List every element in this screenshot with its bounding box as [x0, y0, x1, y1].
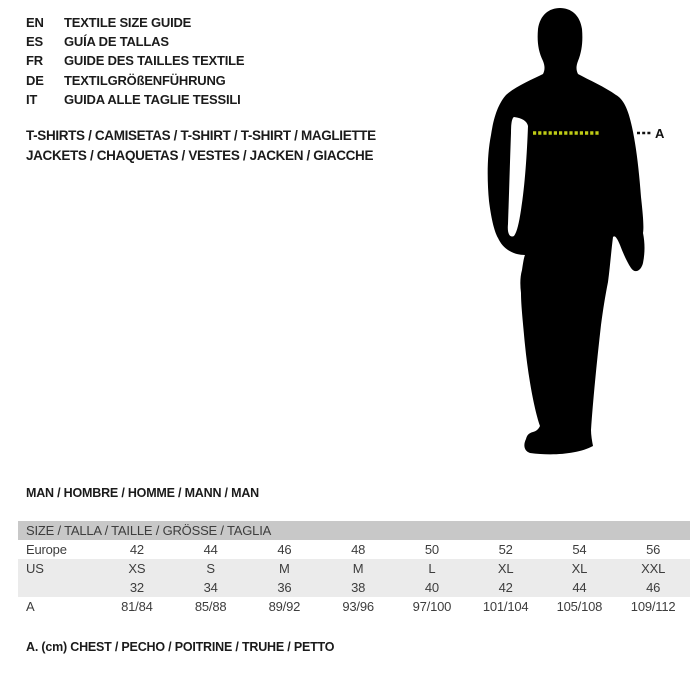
language-row	[26, 32, 244, 51]
size-cell: 52	[498, 542, 513, 557]
product-type-list	[26, 126, 376, 166]
measurement-footnote: A. (cm) CHEST / PECHO / POITRINE / TRUHE / PETTO	[26, 640, 335, 654]
size-cell: 46	[646, 580, 661, 595]
row-label: A	[26, 599, 35, 614]
language-code: ES	[26, 34, 43, 50]
size-table-row	[18, 578, 690, 597]
size-cell: L	[428, 561, 436, 576]
size-cell: 32	[129, 580, 144, 595]
section-title-man: MAN / HOMBRE / HOMME / MANN / MAN	[26, 486, 259, 500]
size-cell: 44	[572, 580, 587, 595]
language-code: EN	[26, 15, 44, 30]
size-cell: 56	[646, 542, 661, 557]
size-cell: XL	[497, 561, 514, 576]
size-cell: 85/88	[194, 599, 227, 614]
size-table-row	[18, 559, 690, 578]
size-cell: S	[206, 561, 215, 576]
language-label: TEXTILGRÖßENFÜHRUNG	[64, 72, 226, 88]
row-label: US	[26, 561, 44, 576]
language-label: GUÍA DE TALLAS	[64, 34, 169, 50]
size-cell: 105/108	[556, 599, 603, 614]
size-cell: 38	[351, 580, 366, 595]
language-row	[26, 51, 244, 70]
size-cell: 81/84	[121, 599, 153, 614]
measure-marker-label: A	[655, 126, 665, 141]
language-row	[26, 13, 244, 32]
size-cell: M	[352, 561, 364, 576]
size-cell: 42	[129, 542, 144, 557]
size-cell: XS	[128, 561, 146, 576]
size-table-row	[18, 540, 690, 559]
size-cell: 93/96	[342, 599, 374, 614]
size-cell: 46	[277, 542, 292, 557]
language-row	[26, 71, 244, 90]
size-cell: 42	[498, 580, 513, 595]
size-cell: XL	[571, 561, 588, 576]
product-type-line: T-SHIRTS / CAMISETAS / T-SHIRT / T-SHIRT / MAGLIETTE	[26, 128, 376, 143]
man-figure-svg	[483, 5, 678, 460]
size-cell: 101/104	[482, 599, 529, 614]
size-cell: 40	[424, 580, 439, 595]
product-type-line: JACKETS / CHAQUETAS / VESTES / JACKEN / GIACCHE	[26, 148, 374, 163]
size-cell: XXL	[641, 561, 666, 576]
size-cell: M	[279, 561, 290, 576]
language-row	[26, 90, 244, 109]
row-label: Europe	[26, 542, 67, 557]
size-cell: 54	[572, 542, 587, 557]
language-code: IT	[26, 91, 38, 107]
size-cell: 34	[203, 580, 218, 595]
man-silhouette	[488, 8, 645, 454]
size-table-rows	[18, 540, 690, 616]
man-figure	[483, 5, 678, 460]
size-table-row	[18, 597, 690, 616]
language-label: GUIDE DES TAILLES TEXTILE	[64, 53, 245, 69]
language-list	[26, 13, 244, 109]
language-label: TEXTILE SIZE GUIDE	[64, 15, 192, 30]
size-cell: 109/112	[630, 599, 676, 614]
language-code: DE	[26, 72, 44, 88]
language-code: FR	[26, 53, 43, 69]
size-table	[18, 521, 690, 616]
size-cell: 48	[351, 542, 366, 557]
size-cell: 97/100	[412, 599, 452, 614]
size-cell: 44	[203, 542, 218, 557]
language-label: GUIDA ALLE TAGLIE TESSILI	[64, 91, 241, 107]
size-cell: 89/92	[268, 599, 301, 614]
size-table-header: SIZE / TALLA / TAILLE / GRÖSSE / TAGLIA	[18, 521, 690, 540]
size-cell: 50	[424, 542, 439, 557]
size-cell: 36	[277, 580, 292, 595]
